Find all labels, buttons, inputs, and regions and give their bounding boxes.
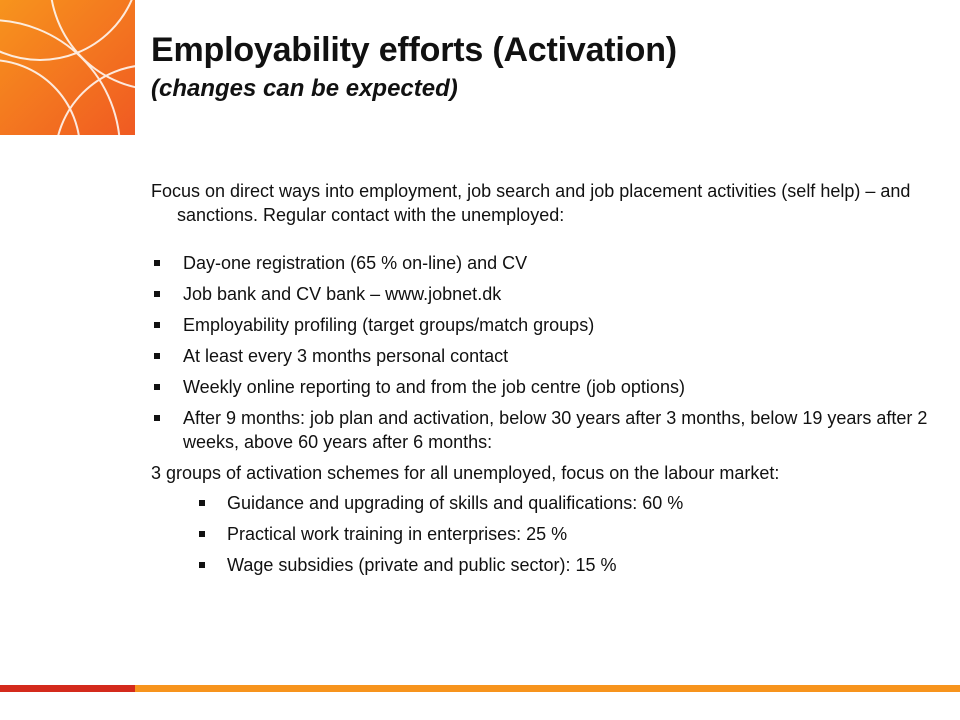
- sub-bullet-item: [151, 522, 941, 546]
- square-bullet-icon: [154, 415, 160, 421]
- bullet-text: At least every 3 months personal contact: [183, 346, 509, 366]
- square-bullet-icon: [199, 500, 205, 506]
- square-bullet-icon: [199, 562, 205, 568]
- square-bullet-icon: [154, 291, 160, 297]
- bullet-text: After 9 months: job plan and activation, below 30 years after 3 months, below 19 years after 2 weeks, above 60 years after 6 months:: [183, 408, 928, 452]
- sub-bullet-text: Practical work training in enterprises: 25 %: [227, 524, 568, 544]
- logo-arcs-icon: [0, 0, 135, 135]
- footer-bar-red-segment: [0, 685, 135, 692]
- logo-graphic: [0, 0, 135, 135]
- square-bullet-icon: [154, 353, 160, 359]
- footer-bar-orange-segment: [135, 685, 960, 692]
- sub-bullet-item: [151, 553, 941, 577]
- bullet-item: [151, 282, 941, 306]
- square-bullet-icon: [199, 531, 205, 537]
- sub-bullet-text: Guidance and upgrading of skills and qualifications: 60 %: [227, 493, 684, 513]
- bullet-item: [151, 251, 941, 275]
- sub-bullet-item: [151, 491, 941, 515]
- sub-bullet-text: Wage subsidies (private and public sector): 15 %: [227, 555, 617, 575]
- page-subtitle: (changes can be expected): [151, 75, 458, 102]
- bullet-item: [151, 344, 941, 368]
- bullet-text: Weekly online reporting to and from the job centre (job options): [183, 377, 685, 397]
- groups-heading: 3 groups of activation schemes for all unemployed, focus on the labour market:: [151, 463, 780, 483]
- bullet-text: Day-one registration (65 % on-line) and CV: [183, 253, 528, 273]
- bullet-item: [151, 375, 941, 399]
- intro-paragraph: Focus on direct ways into employment, job search and job placement activities (self help) – and sanctions. Regular contact with the unemployed:: [151, 181, 911, 225]
- page-title: Employability efforts (Activation): [151, 31, 677, 69]
- bullet-item: [151, 313, 941, 337]
- footer-color-bar: [0, 685, 960, 692]
- slide-content: [151, 179, 941, 584]
- square-bullet-icon: [154, 260, 160, 266]
- square-bullet-icon: [154, 322, 160, 328]
- sub-bullet-list: [151, 491, 941, 577]
- main-bullet-list: [151, 251, 941, 454]
- square-bullet-icon: [154, 384, 160, 390]
- bullet-text: Job bank and CV bank – www.jobnet.dk: [183, 284, 502, 304]
- bullet-item: [151, 406, 941, 454]
- bullet-text: Employability profiling (target groups/match groups): [183, 315, 595, 335]
- title-area: [151, 30, 941, 104]
